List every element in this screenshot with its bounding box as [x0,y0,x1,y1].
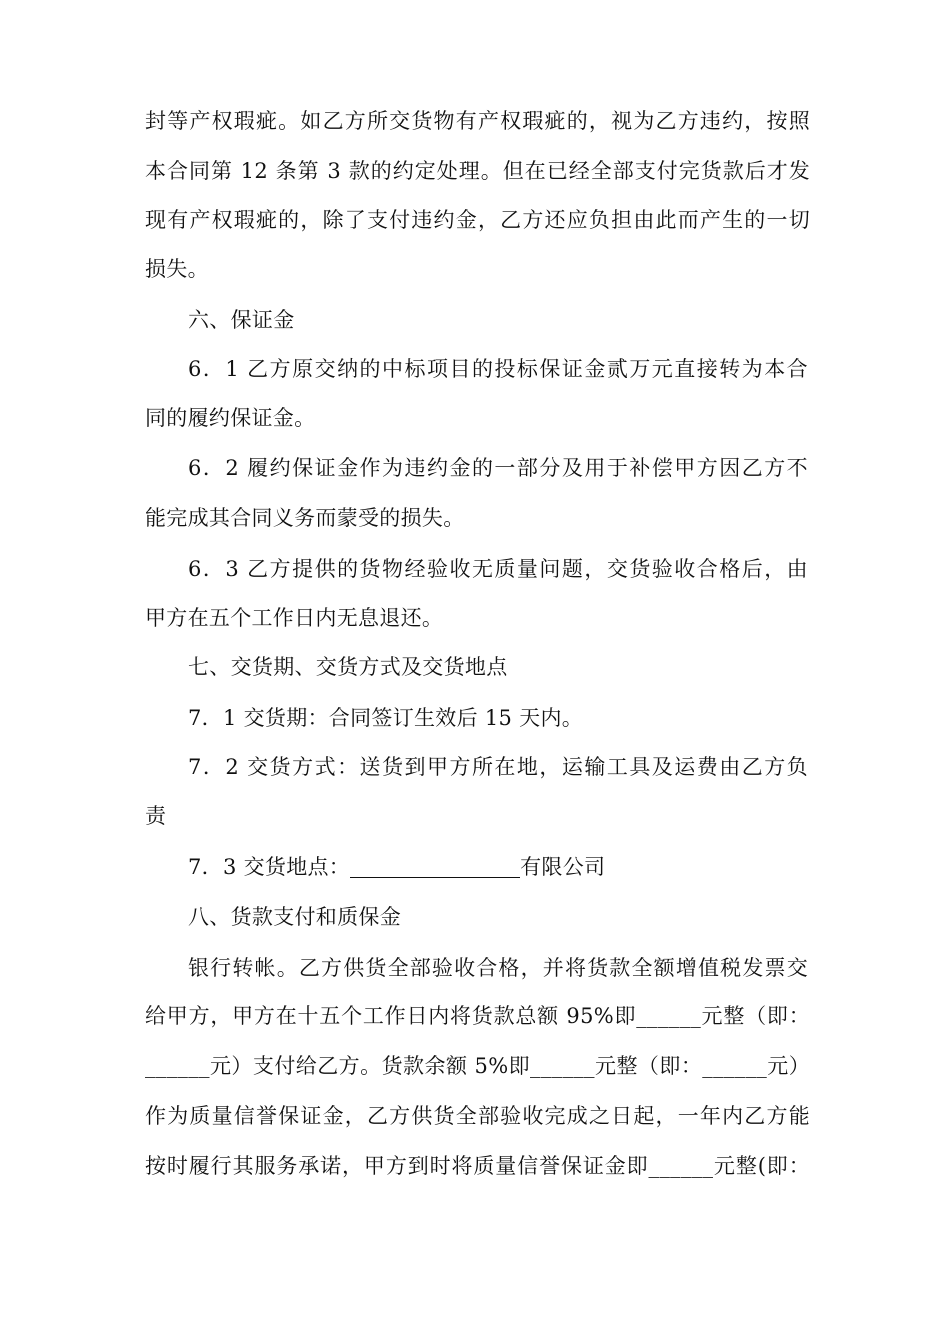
clause-line: 同的履约保证金。 [145,406,316,430]
paragraph-line: 作为质量信誉保证金，乙方供货全部验收完成之日起，一年内乙方能 [145,1104,810,1128]
paragraph-line: 按时履行其服务承诺，甲方到时将质量信誉保证金即______元整(即： [145,1154,810,1178]
paragraph-line: 封等产权瑕疵。如乙方所交货物有产权瑕疵的，视为乙方违约，按照 [145,109,810,133]
clause-line: 7．1 交货期：合同签订生效后 15 天内。 [188,706,584,730]
clause-line: 6．2 履约保证金作为违约金的一部分及用于补偿甲方因乙方不 [188,456,808,480]
delivery-place-line [188,852,808,882]
section-heading: 八、货款支付和质保金 [188,905,401,929]
clause-line: 责 [145,804,167,828]
paragraph-line: 现有产权瑕疵的，除了支付违约金，乙方还应负担由此而产生的一切 [145,208,810,232]
section-heading: 七、交货期、交货方式及交货地点 [188,655,508,679]
paragraph-line: 银行转帐。乙方供货全部验收合格，并将货款全额增值税发票交 [188,956,808,980]
delivery-place-blank [350,855,520,878]
delivery-place-label: 7．3 交货地点： [188,855,351,879]
clause-line: 6．3 乙方提供的货物经验收无质量问题，交货验收合格后，由 [188,557,808,581]
delivery-place-suffix: 有限公司 [520,855,606,879]
clause-line: 能完成其合同义务而蒙受的损失。 [145,506,465,530]
clause-line: 6．1 乙方原交纳的中标项目的投标保证金贰万元直接转为本合 [188,357,808,381]
paragraph-line: 本合同第 12 条第 3 款的约定处理。但在已经全部支付完货款后才发 [145,159,810,183]
paragraph-line: 给甲方，甲方在十五个工作日内将货款总额 95%即______元整（即： [145,1004,810,1028]
section-heading: 六、保证金 [188,308,295,332]
clause-line: 甲方在五个工作日内无息退还。 [145,606,444,630]
paragraph-line: 损失。 [145,257,209,281]
clause-line: 7．2 交货方式：送货到甲方所在地，运输工具及运费由乙方负 [188,755,808,779]
paragraph-line: ______元）支付给乙方。货款余额 5%即______元整（即：______元） [145,1054,810,1078]
